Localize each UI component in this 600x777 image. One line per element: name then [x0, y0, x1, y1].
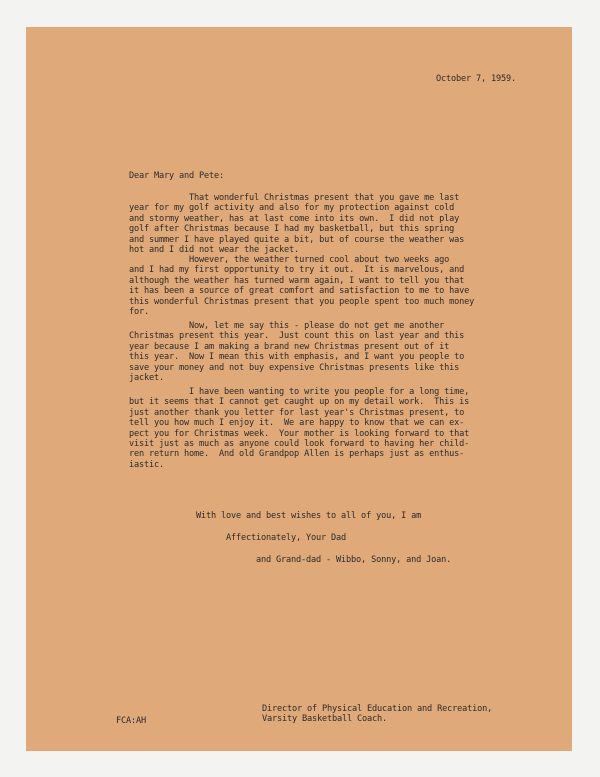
closing-wishes: With love and best wishes to all of you, I am	[196, 511, 422, 521]
letter-page	[26, 27, 572, 751]
paragraph-4: I have been wanting to write you people for a long time, but it seems that I cannot get caught up on my detail work. This is just another thank you letter for last year's Christmas present, to tell you how much I enjoy it. We are happy to know that we can ex- pect you for Christmas week. Your mother is looking forward to that visit just as much as anyone could look forward to having her child- ren return home. And old Grandpop Allen is perhaps just as enthus- iastic.	[129, 387, 470, 470]
typist-initials: FCA:AH	[116, 716, 147, 726]
paragraph-2: However, the weather turned cool about two weeks ago and I had my first opportunity to try it out. It is marvelous, and although the weather has turned warm again, I want to tell you that it has been a source of great comfort and satisfaction to me to have this wonderful Christmas present that you people spent too much money for.	[129, 255, 475, 318]
closing-family: and Grand-dad - Wibbo, Sonny, and Joan.	[196, 555, 452, 565]
signature-title: Director of Physical Education and Recreation, Varsity Basketball Coach.	[262, 704, 493, 725]
salutation: Dear Mary and Pete:	[129, 171, 225, 181]
paragraph-3: Now, let me say this - please do not get me another Christmas present this year. Just count this on last year and this year because I am making a brand new Christmas present out of it this year. Now I mean this with emphasis, and I want you people to save your money and not buy expensive Christmas presents like this jacket.	[129, 321, 465, 384]
letter-date: October 7, 1959.	[436, 74, 517, 84]
closing-signoff: Affectionately, Your Dad	[196, 533, 347, 543]
paragraph-1: That wonderful Christmas present that you gave me last year for my golf activity and also for my protection against cold and stormy weather, has at last come into its own. I did not play golf after Christmas because I had my basketball, but this spring and summer I have played quite a bit, but of course the weather was hot and I did not wear the jacket.	[129, 193, 465, 256]
